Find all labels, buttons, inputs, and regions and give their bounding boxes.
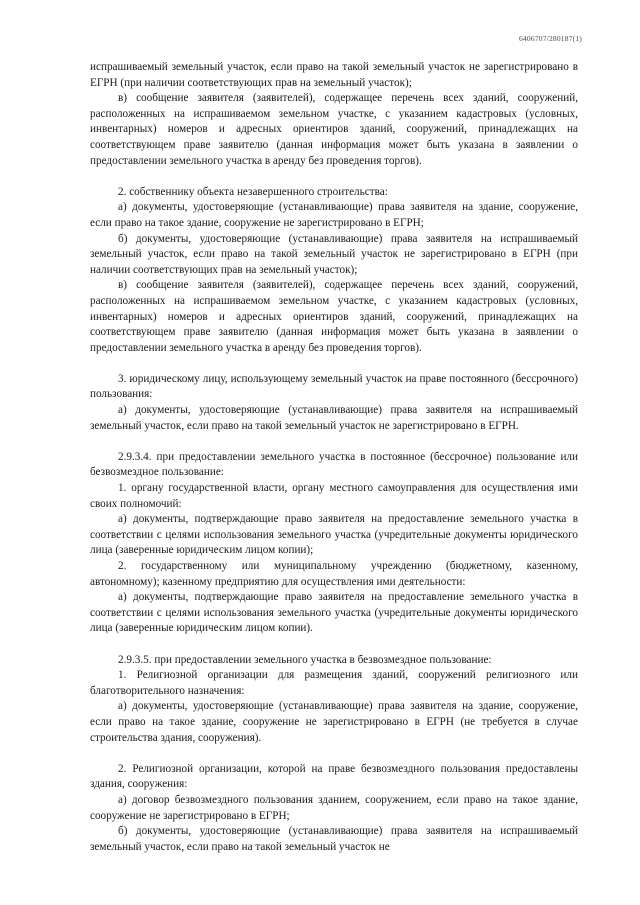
paragraph: испрашиваемый земельный участок, если право на такой земельный участок не зарегистрировано в ЕГРН (при наличии соответствующих прав на земельный участок); [90, 61, 578, 89]
document-body [90, 60, 578, 855]
document-number: 6406707/280187(1) [519, 34, 582, 43]
paragraph: 2. Религиозной организации, которой на праве безвозмездного пользования предоставлены здания, сооружения: [90, 762, 578, 791]
paragraph: а) документы, удостоверяющие (устанавливающие) права заявителя на здание, сооружение, если право на такое здание, сооружение не зарегистрировано в ЕГРН; [90, 201, 578, 229]
paragraph: а) договор безвозмездного пользования зданием, сооружением, если право на такое здание, сооружение не зарегистрировано в ЕГРН; [90, 793, 578, 822]
paragraph: в) сообщение заявителя (заявителей), содержащее перечень всех зданий, сооружений, расположенных на испрашиваемом земельном участке, с указанием кадастровых (условных, инвентарных) номеров и адресных ориентиров зданий, сооружений, принадлежащих на соответствующем праве заявителю (данная информация может быть указана в заявлении о предоставлении земельного участка в аренду без проведения торгов). [90, 92, 578, 167]
paragraph: а) документы, удостоверяющие (устанавливающие) права заявителя на здание, сооружение, если право на такое здание, сооружение не зарегистрировано в ЕГРН (не требуется в случае строительства здания, сооружения). [90, 700, 578, 744]
paragraph: а) документы, удостоверяющие (устанавливающие) права заявителя на испрашиваемый земельный участок, если право на такой земельный участок не зарегистрировано в ЕГРН. [90, 404, 578, 432]
paragraph: 3. юридическому лицу, использующему земельный участок на праве постоянного (бессрочного) пользования: [90, 372, 578, 401]
paragraph: б) документы, удостоверяющие (устанавливающие) права заявителя на испрашиваемый земельный участок, если право на такой земельный участок не [90, 825, 578, 853]
paragraph: 2. государственному или муниципальному учреждению (бюджетному, казенному, автономному); казенному предприятию для осуществления ими деятельности: [90, 560, 578, 588]
paragraph: а) документы, подтверждающие право заявителя на предоставление земельного участка в соответствии с целями использования земельного участка (учредительные документы юридического лица (заверенные юридическим лицом копии). [90, 591, 578, 635]
paragraph: 2.9.3.4. при предоставлении земельного участка в постоянное (бессрочное) пользование или безвозмездное пользование: [90, 450, 578, 479]
paragraph: 1. Религиозной организации для размещения зданий, сооружений религиозного или благотворительного назначения: [90, 669, 578, 697]
paragraph: а) документы, подтверждающие право заявителя на предоставление земельного участка в соответствии с целями использования земельного участка (учредительные документы юридического лица (заверенные юридическим лицом копии); [90, 513, 578, 557]
paragraph: 2. собственнику объекта незавершенного строительства: [118, 185, 388, 198]
paragraph: б) документы, удостоверяющие (устанавливающие) права заявителя на испрашиваемый земельный участок, если право на такой земельный участок не зарегистрировано в ЕГРН (при наличии соответствующих прав на земельный участок); [90, 232, 578, 276]
paragraph: 1. органу государственной власти, органу местного самоуправления для осуществления ими своих полномочий: [90, 482, 578, 510]
paragraph: в) сообщение заявителя (заявителей), содержащее перечень всех зданий, сооружений, расположенных на испрашиваемом земельном участке, с указанием кадастровых (условных, инвентарных) номеров и адресных ориентиров зданий, сооружений, принадлежащих на соответствующем праве заявителю (данная информация может быть указана в заявлении о предоставлении земельного участка в аренду без проведения торгов). [90, 279, 578, 354]
paragraph: 2.9.3.5. при предоставлении земельного участка в безвозмездное пользование: [118, 653, 492, 666]
